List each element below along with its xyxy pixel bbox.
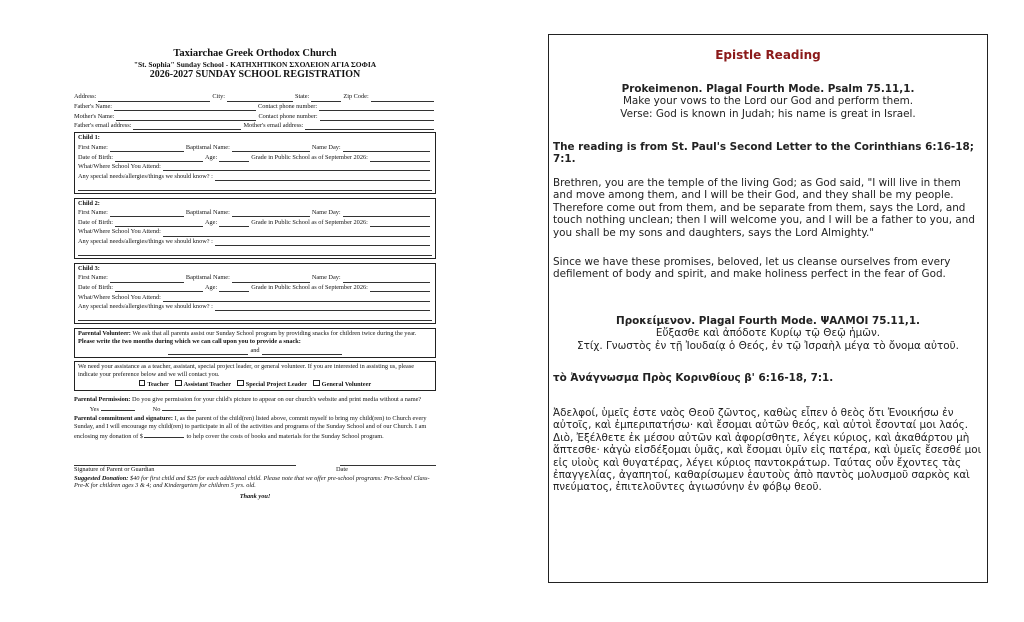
prokeimenon-line-1: Make your vows to the Lord our God and perform them.: [622, 95, 914, 108]
child-1-first-name[interactable]: [110, 145, 184, 152]
child-3-dob-field[interactable]: [115, 285, 203, 292]
fathers-email-label: Father's email address:: [74, 122, 132, 130]
commitment-text: I, as the parent of the child(ren) listed above, commit myself to bring my child(ren) to Church every Sunday, and I will encourage my child(ren) to participate in all of the activities and programs of the Sunday School and of our Church. I am enclosing my donation of $: [74, 415, 427, 440]
mothers-name-field[interactable]: [116, 114, 256, 121]
greek-prokeimenon-line-1: Εὔξασθε καὶ ἀπόδοτε Κυρίῳ τῷ Θεῷ ἡμῶν.: [655, 327, 881, 340]
teacher-checkbox[interactable]: [139, 380, 146, 387]
grade-label: Grade in Public School as of September 2026:: [251, 218, 368, 226]
first-name-label: First Name:: [78, 143, 108, 151]
reading-heading: The reading is from St. Paul's Second Letter to the Corinthians 6:16-18; 7:1.: [553, 141, 974, 166]
mother-phone-label: Contact phone number:: [258, 112, 318, 120]
child-2-needs: [78, 237, 432, 247]
reading-paragraph-2: Since we have these promises, beloved, let us cleanse ourselves from every defilement of body and spirit, and make holiness perfect in the fear of God.: [553, 256, 951, 281]
child-1-name-day[interactable]: [343, 145, 430, 152]
child-1-names: [78, 143, 432, 153]
grade-label: Grade in Public School as of September 2026:: [251, 153, 368, 161]
child-1-label: Child 1:: [78, 134, 100, 142]
teacher-option-label: Teacher: [147, 380, 169, 388]
mothers-email-field[interactable]: [305, 123, 434, 130]
thank-you: Thank you!: [239, 493, 271, 501]
registration-form: [74, 48, 436, 501]
no-field[interactable]: [162, 404, 196, 411]
child-1-school: [78, 162, 432, 172]
child-2-school-field[interactable]: [163, 230, 430, 237]
mother-phone-field[interactable]: [320, 114, 434, 121]
option-special-project-leader[interactable]: [237, 381, 307, 388]
child-3-needs-field-2[interactable]: [78, 314, 432, 321]
child-3-needs-field[interactable]: [215, 304, 430, 311]
special-project-leader-option-label: Special Project Leader: [245, 380, 307, 388]
and-label: and: [250, 347, 260, 355]
greek-prokeimenon-block: [553, 315, 983, 352]
child-3-grade[interactable]: [370, 285, 430, 292]
child-3-baptismal-name[interactable]: [232, 276, 310, 283]
church-name: Taxiarchae Greek Orthodox Church: [173, 48, 337, 59]
email-row: [74, 121, 436, 131]
city-field[interactable]: [227, 95, 293, 102]
special-project-leader-checkbox[interactable]: [237, 380, 244, 387]
child-1-needs: [78, 171, 432, 181]
special-needs-label: Any special needs/allergies/things we should know? :: [78, 172, 213, 180]
name-day-label: Name Day:: [311, 209, 341, 217]
volunteer-label: Parental Volunteer:: [78, 329, 131, 337]
fathers-name-label: Father's Name:: [74, 102, 113, 110]
mothers-name-label: Mother's Name:: [74, 112, 115, 120]
greek-reading-paragraph: Ἀδελφοί, ὑμεῖς ἐστε ναὸς Θεοῦ ζῶντος, καθὼς εἶπεν ὁ θεὸς ὅτι Ἐνοικήσω ἐν αὐτοῖς, καὶ ἐμπεριπατήσω· καὶ ἔσομαι αὐτῶν θεός, καὶ αὐτοὶ ἔσονταί μοι λαός. Διὸ, Ἐξέλθετε ἐκ μέσου αὐτῶν καὶ ἀφορίσθητε, λέγει κύριος, καὶ ἀκαθάρτου μὴ ἅπτεσθε· κἀγὼ εἰσδέξομαι ὑμᾶς, καὶ ἔσομαι ὑμῖν εἰς πατέρα, καὶ ὑμεῖς ἔσεσθέ μοι εἰς υἱοὺς καὶ θυγατέρας, λέγει κύριος παντοκράτωρ. Ταύτας οὖν ἔχοντες τὰς ἐπαγγελίας, ἀγαπητοί, καθαρίσωμεν ἑαυτοὺς ἀπὸ παντὸς μολυσμοῦ σαρκὸς καὶ πνεύματος, ἐπιτελοῦντες ἁγιωσύνην ἐν φόβῳ θεοῦ.: [553, 407, 982, 494]
baptismal-name-label: Baptismal Name:: [185, 274, 230, 282]
name-day-label: Name Day:: [311, 274, 341, 282]
child-1-needs-extra: [78, 181, 432, 191]
child-2-name-day[interactable]: [343, 210, 430, 217]
child-2-names: [78, 208, 432, 218]
commitment-section: [74, 415, 436, 440]
assistant-teacher-option-label: Assistant Teacher: [183, 380, 231, 388]
snack-months-row: [78, 345, 432, 355]
prokeimenon-block: [553, 83, 983, 120]
child-3-name-day[interactable]: [343, 276, 430, 283]
father-row: [74, 102, 436, 112]
zip-field[interactable]: [371, 95, 434, 102]
child-1-needs-field[interactable]: [215, 174, 430, 181]
name-day-label: Name Day:: [311, 143, 341, 151]
state-field[interactable]: [311, 95, 341, 102]
child-1-dob-field[interactable]: [115, 155, 203, 162]
school-name: "St. Sophia" Sunday School - ΚΑΤΗΧΗΤΙΚΟΝ ΣΧΟΛΕΙΟΝ ΑΓΙΑ ΣΟΦΙΑ: [133, 60, 377, 69]
child-1-box: [74, 132, 436, 193]
mothers-email-label: Mother's email address:: [243, 122, 304, 130]
child-2-first-name[interactable]: [110, 210, 184, 217]
child-1-age[interactable]: [219, 155, 249, 162]
epistle-title: Epistle Reading: [715, 48, 821, 62]
volunteer-box: [74, 328, 436, 358]
reading-paragraph-1: Brethren, you are the temple of the living God; as God said, "I will live in them and move among them, and I will be their God, and they shall be my people. Therefore come out from them, and be separate from them, says the Lord, and touch nothing unclean; then I will welcome you, and I will be a father to you, and you shall be my sons and daughters, says the Lord Almighty.": [553, 177, 975, 239]
form-title: 2026-2027 SUNDAY SCHOOL REGISTRATION: [149, 69, 361, 80]
greek-reading-heading: τὸ Ἀνάγνωσμα Πρὸς Κορινθίους β' 6:16-18, 7:1.: [553, 372, 834, 384]
fathers-name-field[interactable]: [114, 104, 256, 111]
first-name-label: First Name:: [78, 274, 108, 282]
zip-label: Zip Code:: [343, 93, 369, 101]
signature-lines: [74, 459, 436, 466]
child-2-grade[interactable]: [370, 220, 430, 227]
prokeimenon-line-2: Verse: God is known in Judah; his name is great in Israel.: [620, 107, 916, 120]
father-phone-label: Contact phone number:: [258, 102, 318, 110]
child-3-names: [78, 273, 432, 283]
general-volunteer-checkbox[interactable]: [313, 380, 320, 387]
child-2-needs-field-2[interactable]: [78, 249, 432, 256]
first-name-label: First Name:: [78, 209, 108, 217]
school-attend-label: What/Where School You Attend:: [78, 163, 161, 171]
age-label: Age:: [204, 218, 218, 226]
assistance-box: [74, 361, 436, 391]
child-2-box: [74, 198, 436, 259]
signature-labels: [74, 466, 436, 474]
child-3-first-name[interactable]: [110, 276, 184, 283]
no-label: No: [152, 406, 161, 414]
child-3-needs-extra: [78, 311, 432, 321]
signature-field[interactable]: [74, 459, 296, 466]
grade-label: Grade in Public School as of September 2026:: [251, 283, 368, 291]
state-label: State:: [295, 93, 310, 101]
child-2-needs-field[interactable]: [215, 239, 430, 246]
special-needs-label: Any special needs/allergies/things we should know? :: [78, 303, 213, 311]
age-label: Age:: [204, 153, 218, 161]
child-2-age[interactable]: [219, 220, 249, 227]
form-header: [74, 48, 436, 81]
volunteer-text: We ask that all parents assist our Sunday School program by providing snacks for children twice during the year.: [132, 329, 417, 337]
assistance-options: [78, 380, 432, 389]
address-field[interactable]: [98, 95, 210, 102]
father-phone-field[interactable]: [319, 104, 434, 111]
address-label: Address:: [74, 93, 97, 101]
city-label: City:: [212, 93, 225, 101]
child-2-label: Child 2:: [78, 199, 100, 207]
child-1-baptismal-name[interactable]: [232, 145, 310, 152]
date-label: Date: [336, 466, 348, 474]
child-3-school: [78, 292, 432, 302]
donation-amount-field[interactable]: [144, 431, 184, 438]
assistant-teacher-checkbox[interactable]: [175, 380, 182, 387]
child-1-grade[interactable]: [370, 155, 430, 162]
mother-row: [74, 111, 436, 121]
child-3-needs: [78, 302, 432, 312]
general-volunteer-option-label: General Volunteer: [321, 380, 372, 388]
child-2-dob: [78, 217, 432, 227]
date-field[interactable]: [340, 459, 436, 466]
commitment-label: Parental commitment and signature:: [74, 415, 173, 423]
child-2-baptismal-name[interactable]: [232, 210, 310, 217]
school-attend-label: What/Where School You Attend:: [78, 228, 161, 236]
greek-prokeimenon-line-2: Στίχ. Γνωστὸς ἐν τῇ Ἰουδαίᾳ ὁ Θεός, ἐν τῷ Ἰσραὴλ μέγα τὸ ὄνομα αὐτοῦ.: [577, 339, 959, 352]
child-2-dob-field[interactable]: [115, 220, 203, 227]
child-3-label: Child 3:: [78, 264, 100, 272]
assistance-text: We need your assistance as a teacher, assistant, special project leader, or general volunteer. If you are interested in assisting us, please indicate your preference below and we will contact you.: [78, 363, 415, 378]
child-3-dob: [78, 283, 432, 293]
permission-label: Parental Permission:: [74, 396, 131, 404]
child-1-needs-field-2[interactable]: [78, 184, 432, 191]
suggested-text: $40 for first child and $25 for each additional child. Please note that we offer pre-school programs: Pre-School Class-Pre-K for children ages 3 & 4; and Kindergarten for children 5 yrs. old.: [74, 474, 430, 490]
suggested-label: Suggested Donation:: [74, 474, 129, 482]
signature-label: Signature of Parent or Guardian: [74, 466, 155, 474]
address-row: [74, 92, 436, 102]
child-2-needs-extra: [78, 246, 432, 256]
snack-month-2[interactable]: [262, 348, 342, 355]
dob-label: Date of Birth:: [78, 283, 113, 291]
permission-text: Do you give permission for your child's picture to appear on our church's website and print media without a name?: [131, 396, 422, 404]
school-attend-label: What/Where School You Attend:: [78, 293, 161, 301]
yes-field[interactable]: [101, 404, 135, 411]
baptismal-name-label: Baptismal Name:: [185, 209, 230, 217]
volunteer-bold-text: Please write the two months during which we can call upon you to provide a snack:: [78, 337, 301, 345]
child-1-dob: [78, 152, 432, 162]
prokeimenon-heading: Prokeimenon. Plagal Fourth Mode. Psalm 75.11,1.: [621, 83, 915, 95]
option-teacher[interactable]: [139, 381, 169, 388]
child-2-school: [78, 227, 432, 237]
child-3-school-field[interactable]: [163, 295, 430, 302]
child-3-box: [74, 263, 436, 324]
yes-label: Yes: [89, 406, 99, 414]
fathers-email-field[interactable]: [133, 123, 241, 130]
snack-month-1[interactable]: [168, 348, 248, 355]
greek-prokeimenon-heading: Προκείμενον. Plagal Fourth Mode. ΨΑΛΜΟΙ 75.11,1.: [616, 315, 920, 327]
baptismal-name-label: Baptismal Name:: [185, 143, 230, 151]
dob-label: Date of Birth:: [78, 218, 113, 226]
suggested-donation: [74, 475, 436, 491]
commitment-tail: to help cover the costs of books and materials for the Sunday School program.: [186, 432, 384, 440]
age-label: Age:: [204, 283, 218, 291]
option-assistant-teacher[interactable]: [175, 381, 231, 388]
special-needs-label: Any special needs/allergies/things we should know? :: [78, 237, 213, 245]
option-general-volunteer[interactable]: [313, 381, 371, 388]
epistle-panel: [548, 34, 988, 583]
child-1-school-field[interactable]: [163, 164, 430, 171]
permission-section: [74, 396, 436, 414]
child-3-age[interactable]: [219, 285, 249, 292]
dob-label: Date of Birth:: [78, 153, 113, 161]
